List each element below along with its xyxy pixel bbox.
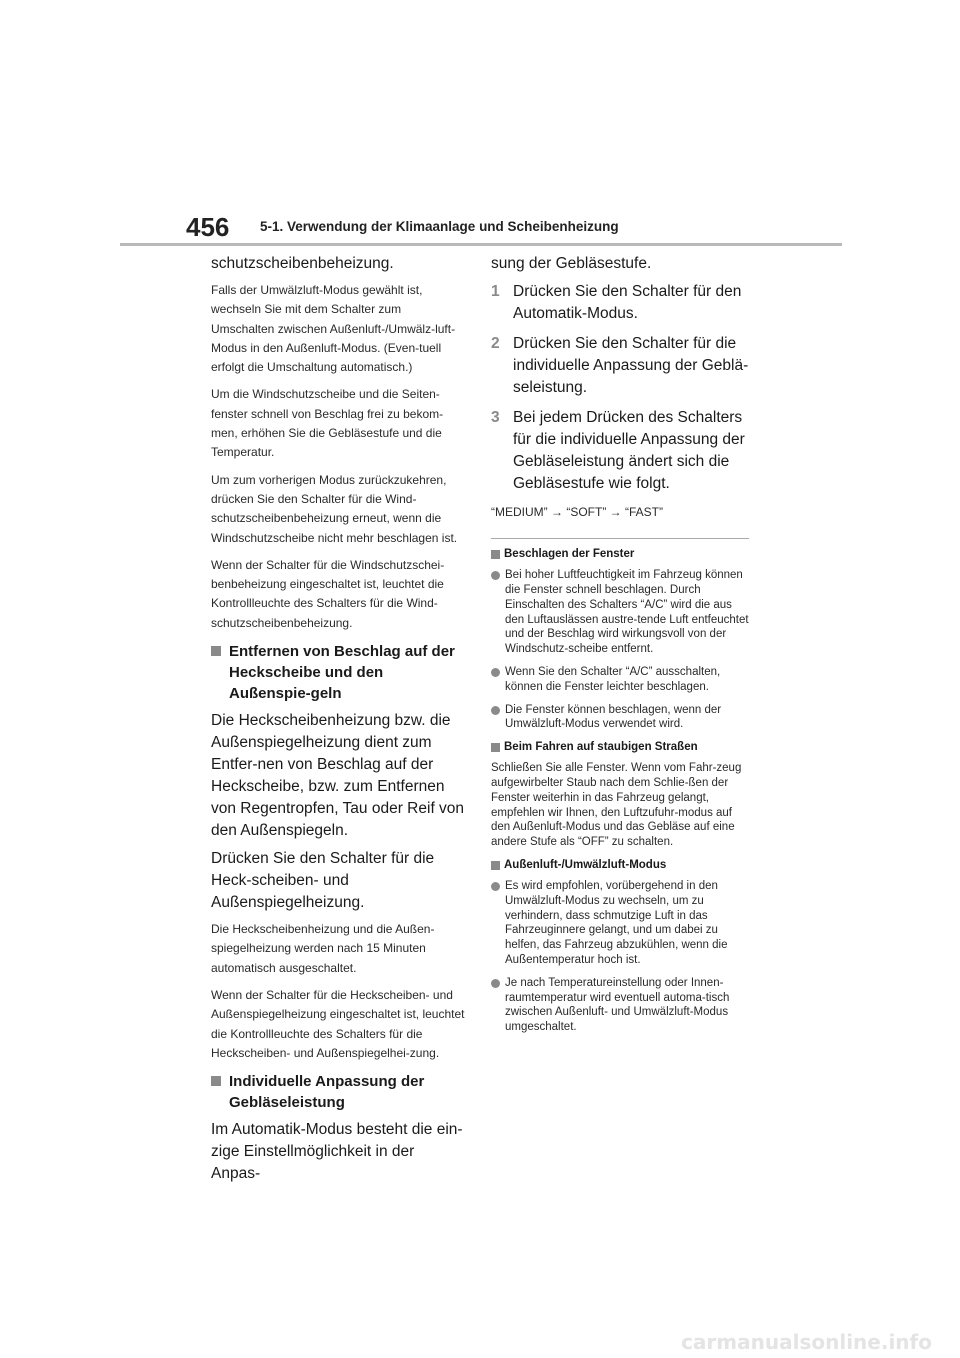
square-bullet-icon [211, 646, 221, 656]
step-2 [491, 333, 749, 399]
square-bullet-icon [491, 550, 500, 559]
circle-bullet-icon [491, 668, 500, 677]
paragraph: schutzscheibenbeheizung. [211, 255, 394, 272]
circle-bullet-icon [491, 571, 500, 580]
step-text: Bei jedem Drücken des Schalters für die individuelle Anpassung der Gebläseleistung ändert sich die Gebläsestufe wie folgt. [513, 409, 745, 492]
step-number: 3 [491, 409, 500, 426]
paragraph: Wenn der Schalter für die Windschutzschei-benbeheizung eingeschaltet ist, leuchtet die Kontrollleuchte des Schalters für die Wind-schutzscheibenbeheizung. [211, 557, 445, 630]
notes-divider [491, 538, 749, 539]
step-number: 1 [491, 283, 500, 300]
paragraph: Drücken Sie den Schalter für die Heck-scheiben- und Außenspiegelheizung. [211, 850, 435, 912]
step-text: Drücken Sie den Schalter für die individuelle Anpassung der Geblä-seleistung. [513, 335, 749, 396]
paragraph: Die Heckscheibenheizung und die Außen-spiegelheizung werden nach 15 Minuten automatisch ausgeschaltet. [211, 922, 435, 975]
right-column [491, 253, 749, 1043]
note-paragraph: Schließen Sie alle Fenster. Wenn vom Fahr-zeug aufgewirbelter Staub nach dem Schlie-ßen der Fenster weiterhin in das Fahrzeug gelangt, empfehlen wir Ihnen, den Luftzufuhr-modus auf den Außenluft-Modus und das Gebläse auf eine andere Stufe als “OFF” zu schalten. [491, 762, 742, 849]
note-bullet-text: Je nach Temperatureinstellung oder Innen-raumtemperatur wird eventuell automa-tisch zwischen Außenluft- und Umwälzluft-Modus umgeschaltet. [505, 976, 730, 1034]
paragraph: Um zum vorherigen Modus zurückzukehren, drücken Sie den Schalter für die Wind-schutzscheibenbeheizung erneut, wenn die Windschutzscheibe nicht mehr beschlagen ist. [211, 472, 458, 545]
step-number: 2 [491, 335, 500, 352]
paragraph: Wenn der Schalter für die Heckscheiben- und Außenspiegelheizung eingeschaltet ist, leuchtet die Kontrollleuchte des Schalters für die Heckscheiben- und Außenspiegelhei-zung. [211, 987, 465, 1060]
paragraph: Die Heckscheibenheizung bzw. die Außenspiegelheizung dient zum Entfer-nen von Beschlag auf der Heckscheibe, bzw. zum Entfernen von Regentropfen, Tau oder Reif von den Außenspiegeln. [211, 712, 465, 840]
paragraph: sung der Gebläsestufe. [491, 255, 652, 272]
watermark: carmanualsonline.info [681, 1330, 932, 1354]
note-bullet-text: Bei hoher Luftfeuchtigkeit im Fahrzeug können die Fenster schnell beschlagen. Durch Einschalten des Schalters “A/C” wird die aus den Luftauslässen austre-tende Luft entfeuchtet und der Beschlag wird wirkungsvoll von der Windschutz-scheibe entfernt. [505, 569, 749, 656]
note-bullet-text: Die Fenster können beschlagen, wenn der Umwälzluft-Modus verwendet wird. [505, 703, 722, 731]
note-bullet [491, 976, 749, 1035]
section-title: 5-1. Verwendung der Klimaanlage und Scheibenheizung [260, 219, 619, 234]
step-3 [491, 407, 749, 495]
square-bullet-icon [211, 1076, 221, 1086]
section-heading-text: Individuelle Anpassung der Gebläseleistung [229, 1073, 425, 1112]
paragraph: Um die Windschutzscheibe und die Seiten-fenster schnell von Beschlag frei zu bekom-men, erhöhen Sie die Gebläsestufe und die Temperatur. [211, 387, 444, 460]
left-column [211, 253, 466, 1191]
section-heading [211, 1071, 466, 1113]
note-heading [491, 547, 749, 562]
step-text: Drücken Sie den Schalter für den Automatik-Modus. [513, 283, 742, 322]
section-heading [211, 641, 466, 704]
note-heading-text: Außenluft-/Umwälzluft-Modus [504, 859, 667, 872]
note-heading [491, 858, 749, 873]
note-bullet-text: Wenn Sie den Schalter “A/C” ausschalten, können die Fenster leichter beschlagen. [505, 666, 721, 693]
note-heading [491, 740, 749, 755]
note-heading-text: Beschlagen der Fenster [504, 548, 635, 561]
square-bullet-icon [491, 861, 500, 870]
note-heading-text: Beim Fahren auf staubigen Straßen [504, 741, 698, 754]
section-heading-text: Entfernen von Beschlag auf der Heckscheibe und den Außenspie-geln [229, 643, 455, 703]
paragraph: Falls der Umwälzluft-Modus gewählt ist, wechseln Sie mit dem Schalter zum Umschalten zwischen Außenluft-/Umwälz-luft-Modus in den Außenluft-Modus. (Even-tuell erfolgt die Umschaltung automatisch.) [211, 283, 456, 375]
paragraph: Im Automatik-Modus besteht die ein-zige Einstellmöglichkeit in der Anpas- [211, 1121, 463, 1183]
header-rule [120, 243, 842, 246]
circle-bullet-icon [491, 882, 500, 891]
page-number: 456 [186, 212, 230, 242]
step-1 [491, 281, 749, 325]
note-bullet [491, 568, 749, 657]
square-bullet-icon [491, 743, 500, 752]
note-bullet [491, 703, 749, 733]
fan-sequence: “MEDIUM” → “SOFT” → “FAST” [491, 505, 663, 519]
circle-bullet-icon [491, 979, 500, 988]
note-bullet-text: Es wird empfohlen, vorübergehend in den Umwälzluft-Modus zu wechseln, um zu verhindern, dass schmutzige Luft in das Fahrzeuginnere gelangt, und um dabei zu helfen, das Fahrzeug abzukühlen, wenn die Außentemperatur hoch ist. [505, 880, 728, 967]
circle-bullet-icon [491, 706, 500, 715]
note-bullet [491, 665, 749, 695]
note-bullet [491, 879, 749, 968]
